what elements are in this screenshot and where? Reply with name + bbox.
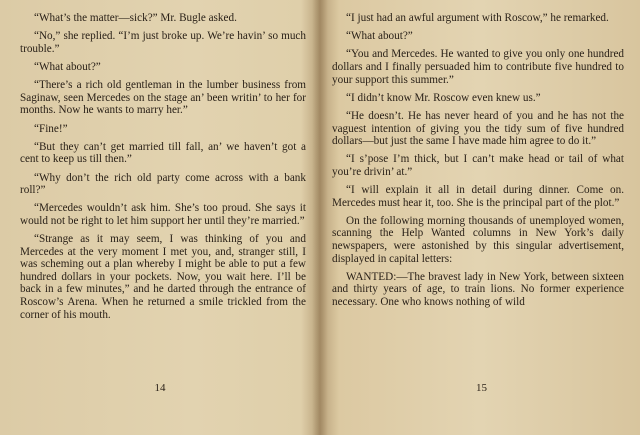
paragraph: “What about?” [346,30,413,43]
right-page [323,0,640,435]
paragraph: “You and Mercedes. He wanted to give you only one hundred dollars and I finally persuaded him to contribute five hundred to your support this summer.” [332,48,624,86]
paragraph: “I just had an awful argument with Roscow,” he remarked. [346,12,609,24]
paragraph: On the following morning thousands of unemployed women, scanning the Help Wanted columns in New York’s daily newspapers, were astonished by this singular advertisement, displayed in capital letters: [332,214,624,265]
page-number: 15 [476,382,487,395]
paragraph: “There’s a rich old gentleman in the lumber business from Saginaw, seen Mercedes on the stage an’ been writin’ to her for months. Now he wants to marry her.” [20,79,306,117]
paragraph: “But they can’t get married till fall, an’ we haven’t got a cent to keep us till then.” [20,140,306,166]
paragraph: “I s’pose I’m thick, but I can’t make head or tail of what you’re drivin’ at.” [332,153,624,178]
page-number: 14 [154,382,166,395]
paragraph: “What’s the matter—sick?” Mr. Bugle asked. [34,12,237,24]
paragraph: “Why don’t the rich old party come across with a bank roll?” [20,171,306,197]
paragraph: “Strange as it may seem, I was thinking of you and Mercedes at the very moment I met you, and, stranger still, I was scheming out a plan whereby I might be able to put a few hundred dollars in your pockets. Now, you wait here. I’ll be back in a few minutes,” and he darted through the entrance of Roscow’s Arena. When he returned a smile trickled from the corner of his mouth. [20,233,306,321]
paragraph: “I will explain it all in detail during dinner. Come on. Mercedes must hear it, too. She is the principal part of the plot.” [332,184,624,209]
paragraph: “Fine!” [34,122,68,135]
paragraph: “I didn’t know Mr. Roscow even knew us.” [346,91,541,104]
advertisement-paragraph: WANTED:—The bravest lady in New York, between sixteen and thirty years of age, to train lions. No former experience necessary. One who knows nothing of wild [332,270,624,309]
paragraph: “He doesn’t. He has never heard of you and he has not the vaguest intention of giving you the tidy sum of five hundred dollars—but just the same I have made him agree to do it.” [332,109,624,148]
paragraph: “Mercedes wouldn’t ask him. She’s too proud. She says it would not be right to let him support her until they’re married.” [20,202,306,227]
paragraph: “No,” she replied. “I’m just broke up. We’re havin’ so much trouble.” [20,30,306,55]
paragraph: “What about?” [34,60,101,73]
